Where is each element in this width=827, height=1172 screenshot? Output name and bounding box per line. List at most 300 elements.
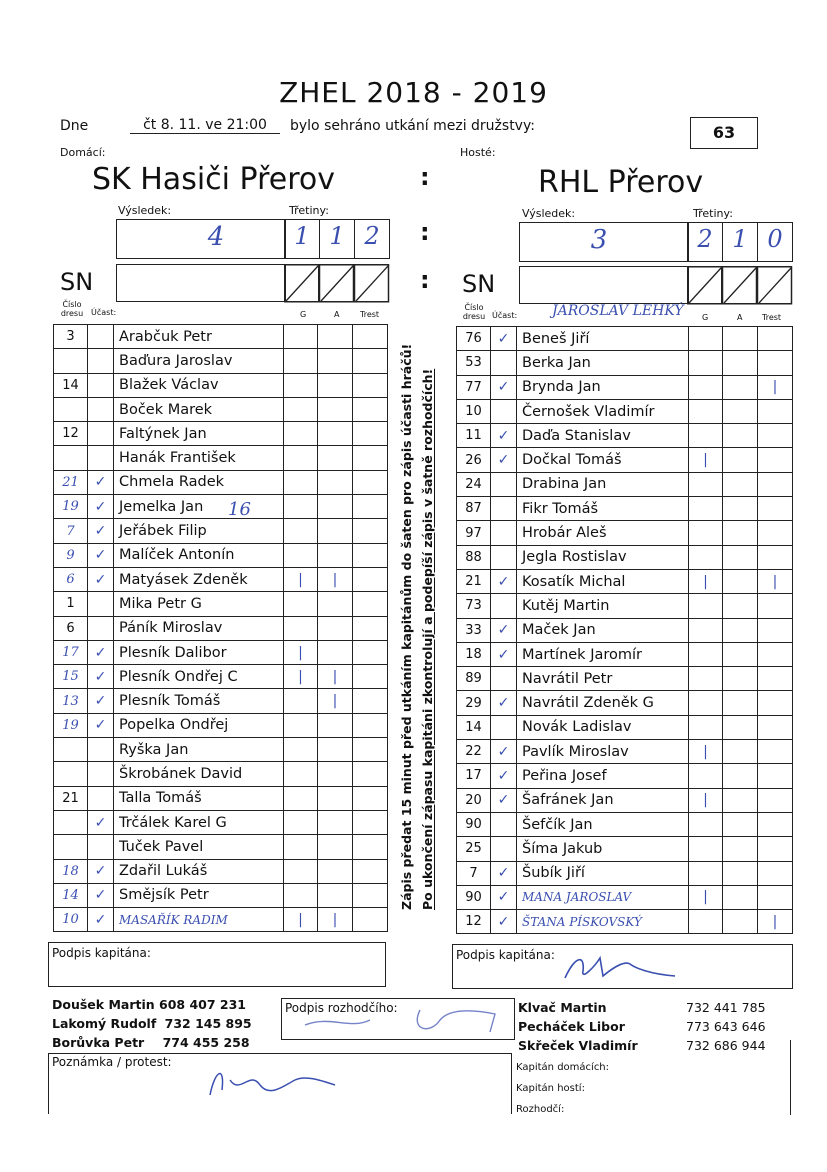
guest-player-name xyxy=(517,448,689,472)
guest-row xyxy=(457,327,793,351)
guest-row xyxy=(457,667,793,691)
guest-goals xyxy=(689,667,723,691)
guest-player-name xyxy=(517,375,689,399)
guest-player-name xyxy=(517,764,689,788)
home-attendance xyxy=(88,349,114,373)
guest-num-value: 14 xyxy=(465,719,482,735)
guest-penalty xyxy=(758,375,793,399)
home-score: 4 xyxy=(207,222,225,252)
guest-num-value: 77 xyxy=(465,379,482,395)
home-player-name-value: Zdařil Lukáš xyxy=(119,863,208,880)
guest-a-header: A xyxy=(737,313,743,322)
guest-penalty xyxy=(758,399,793,423)
home-goals-value: | xyxy=(298,644,303,661)
home-penalty xyxy=(353,592,388,616)
home-player-name-value: Smějsík Petr xyxy=(119,887,209,904)
guest-sn-label: SN xyxy=(462,270,496,298)
guest-player-name-value: Šíma Jakub xyxy=(522,840,603,857)
home-attendance xyxy=(88,325,114,349)
guest-goals xyxy=(689,618,723,642)
guest-goals xyxy=(689,399,723,423)
home-row xyxy=(54,397,388,421)
home-attendance xyxy=(88,810,114,834)
home-row xyxy=(54,543,388,567)
guest-cislo-header: Číslo dresu xyxy=(462,303,486,321)
guest-player-name-value: Šafránek Jan xyxy=(522,792,614,809)
home-penalty xyxy=(353,689,388,713)
referee-left-3: Borůvka Petr 774 455 258 xyxy=(52,1035,250,1050)
guest-attendance xyxy=(491,691,517,715)
home-penalty xyxy=(353,446,388,470)
guest-player-name xyxy=(517,837,689,861)
home-attendance-value: ✓ xyxy=(94,571,107,588)
home-num-value: 15 xyxy=(62,669,79,685)
guest-row xyxy=(457,399,793,423)
home-assists xyxy=(318,446,353,470)
home-num xyxy=(54,470,88,494)
guest-num-value: 21 xyxy=(465,574,482,590)
guest-assists xyxy=(723,861,758,885)
home-attendance xyxy=(88,397,114,421)
referee-signature xyxy=(300,1000,510,1040)
guest-num xyxy=(457,764,491,788)
guest-player-name xyxy=(517,351,689,375)
home-assists-value: | xyxy=(332,571,338,588)
home-num-value: 17 xyxy=(62,645,79,660)
guest-attendance-value: ✓ xyxy=(497,646,510,663)
home-num-value: 3 xyxy=(66,329,75,345)
home-num-value: 9 xyxy=(66,547,75,563)
guest-penalty xyxy=(758,351,793,375)
home-attendance-value: ✓ xyxy=(94,887,107,904)
home-goals xyxy=(284,397,318,421)
guest-period-1-value: 2 xyxy=(697,225,713,253)
home-assists xyxy=(318,592,353,616)
home-num xyxy=(54,835,88,859)
guest-num xyxy=(457,497,491,521)
home-row xyxy=(54,495,388,519)
guest-player-name-value: Navrátil Petr xyxy=(522,670,613,687)
home-row xyxy=(54,810,388,834)
guest-penalty xyxy=(758,691,793,715)
home-player-name xyxy=(114,640,284,664)
guest-period-3-value: 0 xyxy=(767,225,783,253)
home-assists xyxy=(318,470,353,494)
referee-right-phone-2: 773 643 646 xyxy=(686,1019,766,1034)
guest-goals xyxy=(689,472,723,496)
home-row xyxy=(54,786,388,810)
guest-roster-table xyxy=(456,326,793,934)
home-assists xyxy=(318,665,353,689)
home-row xyxy=(54,738,388,762)
guest-num-value: 25 xyxy=(465,841,482,857)
home-penalty xyxy=(353,738,388,762)
guest-player-name xyxy=(517,667,689,691)
guest-attendance xyxy=(491,545,517,569)
guest-goals xyxy=(689,691,723,715)
home-row xyxy=(54,713,388,737)
home-num-value: 21 xyxy=(62,474,79,490)
home-goals xyxy=(284,835,318,859)
home-sn-slashes xyxy=(284,264,390,303)
home-assists xyxy=(318,349,353,373)
home-player-name-value: Blažek Václav xyxy=(119,377,219,394)
guest-assists xyxy=(723,375,758,399)
home-num-value: 1 xyxy=(66,596,75,612)
guest-penalty xyxy=(758,618,793,642)
guest-player-name-value: Beneš Jiří xyxy=(522,330,590,347)
guest-row xyxy=(457,691,793,715)
home-num-value: 14 xyxy=(62,887,79,903)
guest-player-name xyxy=(517,861,689,885)
referee-right-phone-3: 732 686 944 xyxy=(686,1038,766,1053)
guest-row xyxy=(457,764,793,788)
guest-row xyxy=(457,594,793,618)
guest-num-value: 90 xyxy=(465,817,482,833)
guest-captain-sign-label: Podpis kapitána: xyxy=(456,948,555,962)
guest-goals xyxy=(689,351,723,375)
home-attendance xyxy=(88,567,114,591)
guest-goals-value: | xyxy=(703,743,708,760)
guest-num xyxy=(457,861,491,885)
home-vysledek-label: Výsledek: xyxy=(118,204,172,217)
colon-1: : xyxy=(420,163,430,191)
instruction-vertical-1: Zápis předat 15 minut před utkáním kapitánům do šaten pro zápis účasti hráčů! xyxy=(399,343,414,910)
home-player-name xyxy=(114,349,284,373)
guest-row xyxy=(457,837,793,861)
guest-penalty xyxy=(758,448,793,472)
home-goals-value: | xyxy=(298,911,303,928)
home-player-name-value: Chmela Radek xyxy=(119,474,225,491)
guest-attendance xyxy=(491,594,517,618)
guest-player-name xyxy=(517,545,689,569)
guest-penalty xyxy=(758,837,793,861)
guest-player-name-value: Fikr Tomáš xyxy=(522,500,599,517)
guest-player-name-value: Černošek Vladimír xyxy=(522,403,655,420)
home-num xyxy=(54,689,88,713)
home-player-name-value: Ryška Jan xyxy=(119,741,189,758)
guest-num xyxy=(457,788,491,812)
guest-assists xyxy=(723,424,758,448)
cap-guest-label: Kapitán hostí: xyxy=(516,1083,585,1094)
guest-goals xyxy=(689,424,723,448)
home-penalty xyxy=(353,640,388,664)
home-player-name-value: Jemelka Jan xyxy=(119,498,204,515)
guest-num xyxy=(457,472,491,496)
home-goals xyxy=(284,543,318,567)
home-row xyxy=(54,640,388,664)
guest-player-name xyxy=(517,812,689,836)
home-sn-label: SN xyxy=(60,268,94,296)
guest-goals xyxy=(689,764,723,788)
home-penalty xyxy=(353,470,388,494)
guest-goals xyxy=(689,521,723,545)
guest-num-value: 24 xyxy=(465,476,482,492)
home-penalty xyxy=(353,519,388,543)
home-attendance xyxy=(88,543,114,567)
guest-player-name xyxy=(517,424,689,448)
guest-num-value: 97 xyxy=(465,525,482,541)
guest-assists xyxy=(723,691,758,715)
home-penalty xyxy=(353,786,388,810)
guest-attendance-value: ✓ xyxy=(497,889,510,906)
home-player-name-value: Arabčuk Petr xyxy=(119,328,212,345)
guest-penalty xyxy=(758,812,793,836)
home-goals xyxy=(284,810,318,834)
guest-goals xyxy=(689,448,723,472)
guest-num xyxy=(457,545,491,569)
home-goals xyxy=(284,640,318,664)
home-goals xyxy=(284,470,318,494)
guest-assists xyxy=(723,618,758,642)
home-num xyxy=(54,373,88,397)
home-assists xyxy=(318,495,353,519)
guest-player-name xyxy=(517,521,689,545)
home-goals xyxy=(284,495,318,519)
guest-player-name xyxy=(517,618,689,642)
referee-right-phones xyxy=(686,998,766,1055)
home-player-name xyxy=(114,713,284,737)
home-player-name xyxy=(114,908,284,932)
home-player-name-value: Plesník Tomáš xyxy=(119,693,221,710)
home-assists-value: | xyxy=(332,911,338,928)
home-player-name-value: Hanák František xyxy=(119,450,236,467)
home-attendance xyxy=(88,835,114,859)
guest-assists xyxy=(723,448,758,472)
home-attendance xyxy=(88,762,114,786)
home-num xyxy=(54,495,88,519)
page-title: ZHEL 2018 - 2019 xyxy=(279,76,548,109)
guest-penalty xyxy=(758,715,793,739)
home-assists xyxy=(318,543,353,567)
home-row xyxy=(54,665,388,689)
guest-player-name xyxy=(517,327,689,351)
home-period-3-value: 2 xyxy=(364,222,380,250)
home-attendance-value: ✓ xyxy=(94,863,107,880)
guest-player-name-value: ŠTANA PÍSKOVSKÝ xyxy=(522,914,642,929)
home-attendance-value: ✓ xyxy=(94,911,107,928)
home-period-2-value: 1 xyxy=(329,222,345,250)
guest-penalty xyxy=(758,521,793,545)
guest-goals xyxy=(689,594,723,618)
guest-attendance xyxy=(491,715,517,739)
home-assists xyxy=(318,689,353,713)
guest-attendance xyxy=(491,472,517,496)
guest-attendance-value: ✓ xyxy=(497,913,510,930)
guest-num xyxy=(457,642,491,666)
home-player-name xyxy=(114,665,284,689)
home-penalty xyxy=(353,835,388,859)
home-attendance xyxy=(88,495,114,519)
guest-assists xyxy=(723,569,758,593)
home-row xyxy=(54,567,388,591)
home-goals xyxy=(284,689,318,713)
guest-player-name-value: Kosatík Michal xyxy=(522,573,626,590)
home-num xyxy=(54,786,88,810)
home-assists xyxy=(318,325,353,349)
home-label: Domácí: xyxy=(60,146,106,159)
guest-penalty xyxy=(758,327,793,351)
home-assists-value: | xyxy=(332,693,338,710)
guest-assists xyxy=(723,764,758,788)
guest-attendance xyxy=(491,375,517,399)
guest-penalty xyxy=(758,885,793,909)
home-num-value: 13 xyxy=(62,693,79,709)
home-num-value: 7 xyxy=(66,523,75,539)
guest-tretiny-label: Třetiny: xyxy=(693,207,733,220)
guest-goals xyxy=(689,837,723,861)
home-player-name xyxy=(114,422,284,446)
home-row xyxy=(54,446,388,470)
guest-penalty xyxy=(758,424,793,448)
guest-num xyxy=(457,812,491,836)
home-assists xyxy=(318,908,353,932)
home-goals xyxy=(284,762,318,786)
home-num-value: 19 xyxy=(62,717,79,733)
guest-num xyxy=(457,837,491,861)
home-row xyxy=(54,422,388,446)
footer-right-border xyxy=(790,1040,791,1115)
referee-left-1: Doušek Martin 608 407 231 xyxy=(52,997,246,1012)
home-num xyxy=(54,567,88,591)
guest-row xyxy=(457,424,793,448)
home-player-name xyxy=(114,786,284,810)
home-player-name-value: Baďura Jaroslav xyxy=(119,352,233,369)
guest-assists xyxy=(723,885,758,909)
home-num xyxy=(54,713,88,737)
home-player-name-value: Jeřábek Filip xyxy=(119,523,207,540)
guest-assists xyxy=(723,472,758,496)
home-row xyxy=(54,908,388,932)
guest-assists xyxy=(723,788,758,812)
guest-num xyxy=(457,448,491,472)
home-num-value: 19 xyxy=(62,499,79,515)
home-attendance xyxy=(88,859,114,883)
home-player-name xyxy=(114,495,284,519)
guest-num xyxy=(457,667,491,691)
home-penalty xyxy=(353,567,388,591)
guest-num xyxy=(457,715,491,739)
home-penalty xyxy=(353,810,388,834)
guest-attendance xyxy=(491,788,517,812)
guest-label: Hosté: xyxy=(460,146,496,159)
home-g-header: G xyxy=(300,310,307,319)
guest-player-name-value: Peřina Josef xyxy=(522,767,607,784)
guest-penalty xyxy=(758,788,793,812)
guest-num-value: 20 xyxy=(465,792,482,808)
guest-assists xyxy=(723,351,758,375)
home-captain-sign-box xyxy=(48,942,386,987)
guest-num xyxy=(457,594,491,618)
guest-player-name-value: Šefčík Jan xyxy=(522,816,593,833)
home-attendance xyxy=(88,616,114,640)
guest-goals-value: | xyxy=(703,573,708,590)
home-assists-value: | xyxy=(332,668,338,685)
guest-trest-header: Trest xyxy=(762,313,782,322)
guest-attendance xyxy=(491,885,517,909)
guest-num xyxy=(457,351,491,375)
home-num xyxy=(54,592,88,616)
home-num-value: 14 xyxy=(62,377,79,393)
home-attendance xyxy=(88,470,114,494)
referee-sign-label: Podpis rozhodčího: xyxy=(285,1001,398,1015)
home-player-name-value: Škrobánek David xyxy=(119,765,243,782)
home-num-value: 10 xyxy=(62,912,79,928)
guest-assists xyxy=(723,497,758,521)
home-assists xyxy=(318,567,353,591)
guest-row xyxy=(457,740,793,764)
guest-goals xyxy=(689,715,723,739)
home-goals xyxy=(284,373,318,397)
referee-right-3: Skřeček Vladimír xyxy=(518,1038,638,1053)
guest-num xyxy=(457,521,491,545)
home-player-name-value: Páník Miroslav xyxy=(119,620,223,637)
home-assists xyxy=(318,883,353,907)
guest-attendance xyxy=(491,861,517,885)
guest-penalty xyxy=(758,740,793,764)
home-attendance xyxy=(88,373,114,397)
home-ucast-header: Účast: xyxy=(91,308,117,317)
guest-assists xyxy=(723,545,758,569)
home-attendance xyxy=(88,786,114,810)
home-attendance-value: ✓ xyxy=(94,668,107,685)
guest-row xyxy=(457,618,793,642)
guest-row xyxy=(457,497,793,521)
guest-player-name-value: Drabina Jan xyxy=(522,476,607,493)
home-num-value: 18 xyxy=(62,863,79,879)
guest-attendance xyxy=(491,399,517,423)
home-player-name-value: Boček Marek xyxy=(119,401,213,418)
guest-assists xyxy=(723,740,758,764)
home-assists xyxy=(318,859,353,883)
home-row xyxy=(54,835,388,859)
guest-penalty-value: | xyxy=(772,573,778,590)
guest-num-value: 18 xyxy=(465,647,482,662)
home-player-name xyxy=(114,835,284,859)
guest-attendance xyxy=(491,910,517,934)
guest-player-name-value: Šubík Jiří xyxy=(522,865,585,882)
guest-sn-note: JAROSLAV LEHKÝ xyxy=(552,303,684,319)
guest-num-value: 26 xyxy=(465,452,482,468)
home-goals xyxy=(284,567,318,591)
guest-player-name xyxy=(517,497,689,521)
home-player-name xyxy=(114,470,284,494)
guest-assists xyxy=(723,715,758,739)
guest-row xyxy=(457,861,793,885)
home-num xyxy=(54,665,88,689)
home-attendance-value: ✓ xyxy=(94,547,107,564)
home-penalty xyxy=(353,349,388,373)
referee-right-phone-1: 732 441 785 xyxy=(686,1000,766,1015)
guest-num xyxy=(457,910,491,934)
home-player-name xyxy=(114,325,284,349)
guest-attendance-value: ✓ xyxy=(497,379,510,396)
guest-ucast-header: Účast: xyxy=(492,311,518,320)
guest-attendance xyxy=(491,569,517,593)
guest-row xyxy=(457,910,793,934)
guest-attendance-value: ✓ xyxy=(497,743,510,760)
home-num xyxy=(54,397,88,421)
home-penalty xyxy=(353,859,388,883)
home-num xyxy=(54,543,88,567)
home-player-name xyxy=(114,810,284,834)
guest-num-value: 76 xyxy=(465,331,482,347)
guest-assists xyxy=(723,521,758,545)
guest-period-2-value: 1 xyxy=(732,225,748,253)
dne-label: Dne xyxy=(60,118,89,134)
home-tretiny-label: Třetiny: xyxy=(289,204,329,217)
guest-player-name-value: Hrobár Aleš xyxy=(522,525,607,542)
